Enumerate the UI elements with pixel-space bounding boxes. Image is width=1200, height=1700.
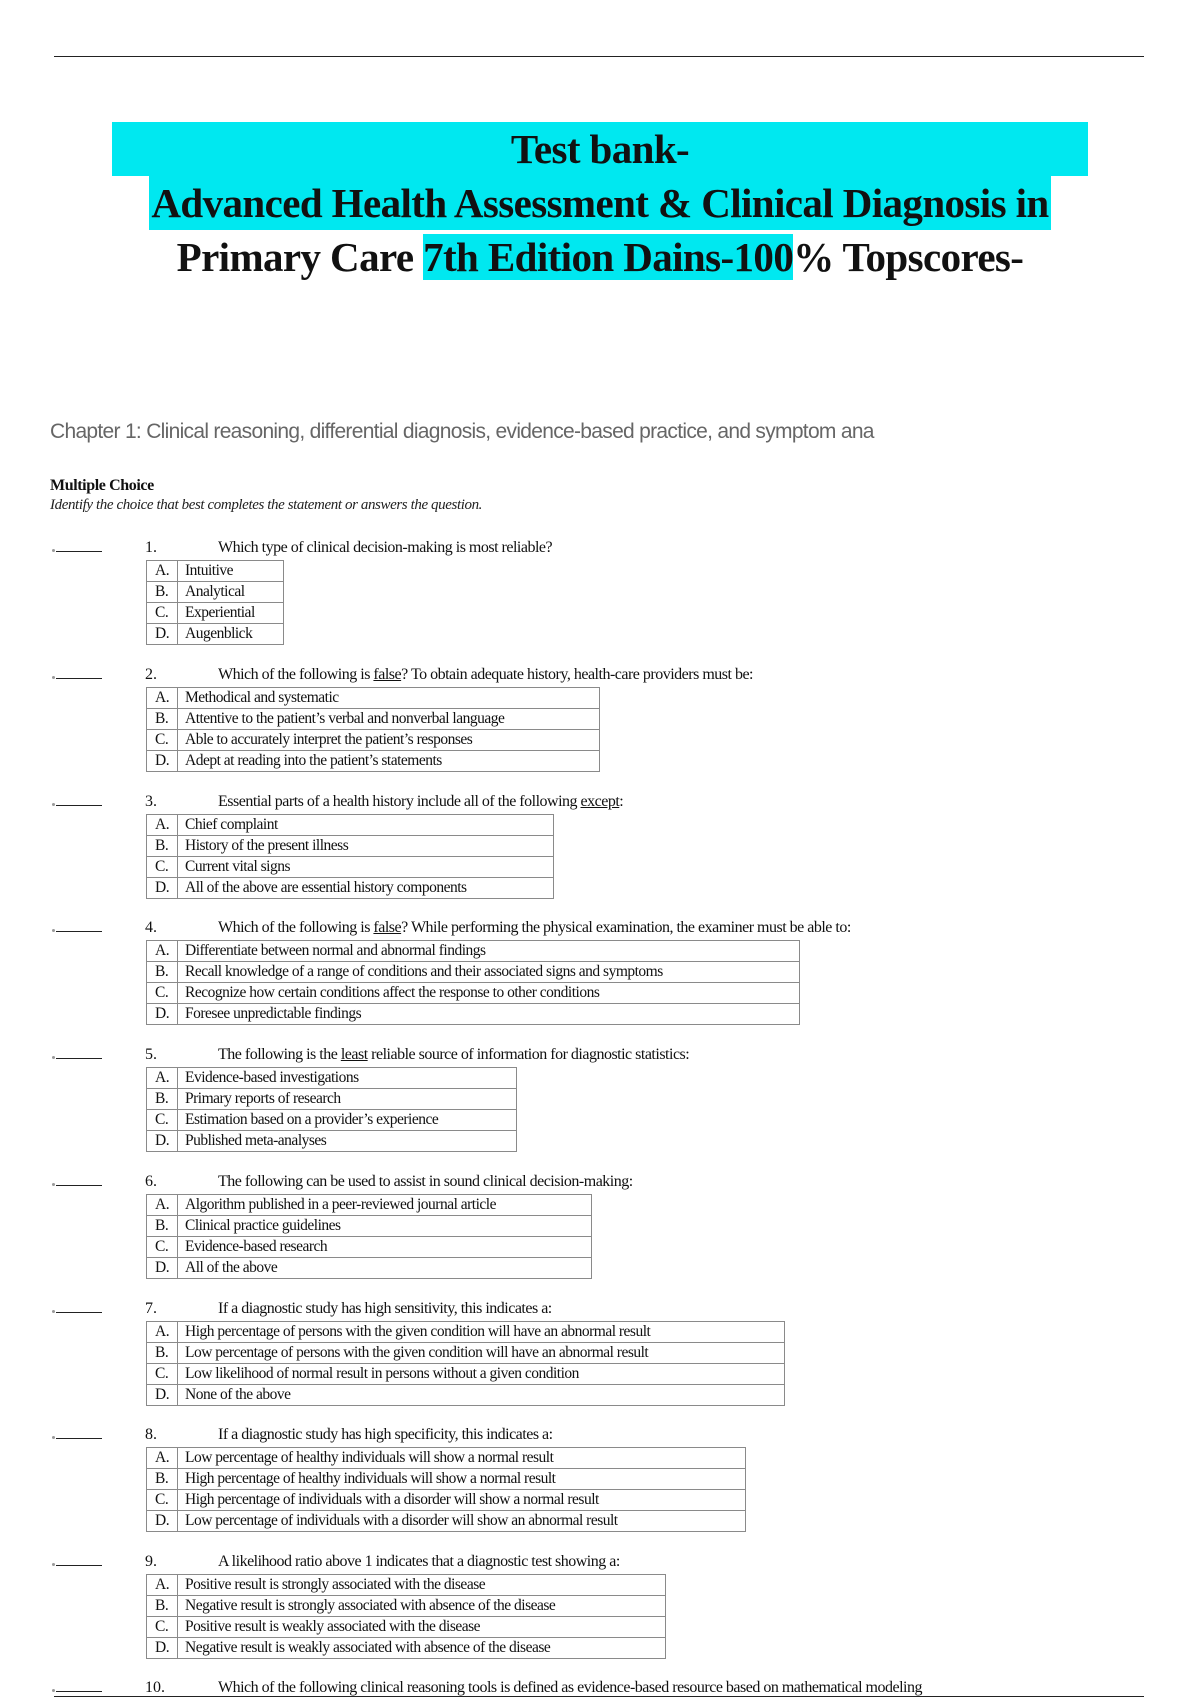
document-title <box>0 122 1200 284</box>
option-text: High percentage of individuals with a disorder will show a normal result <box>178 1490 746 1511</box>
title-text-3-highlight: 7th Edition Dains-100 <box>423 234 794 280</box>
option-text: Low likelihood of normal result in persons without a given condition <box>178 1364 785 1385</box>
question-text-before: Essential parts of a health history include all of the following <box>218 793 581 810</box>
answer-option[interactable] <box>147 688 600 709</box>
option-letter: A. <box>147 1195 178 1216</box>
answer-options <box>146 1194 592 1279</box>
option-text: Algorithm published in a peer-reviewed journal article <box>178 1195 592 1216</box>
option-letter: A. <box>147 561 178 582</box>
question-number: 6. <box>145 1173 157 1190</box>
answer-blank[interactable] <box>56 1185 102 1186</box>
answer-blank-mark <box>52 1310 55 1313</box>
answer-blank-mark <box>52 929 55 932</box>
option-text: All of the above <box>178 1258 592 1279</box>
answer-option[interactable] <box>147 1110 517 1131</box>
question-text <box>218 1173 633 1191</box>
option-text: Adept at reading into the patient’s statements <box>178 751 600 772</box>
option-text: Negative result is strongly associated with absence of the disease <box>178 1596 666 1617</box>
option-text: Attentive to the patient’s verbal and nonverbal language <box>178 709 600 730</box>
option-letter: A. <box>147 1448 178 1469</box>
option-text: Published meta-analyses <box>178 1131 517 1152</box>
question-text <box>218 1046 689 1064</box>
question-text-after: ? While performing the physical examination, the examiner must be able to: <box>401 919 851 936</box>
answer-option[interactable] <box>147 941 800 962</box>
option-text: Positive result is weakly associated with the disease <box>178 1617 666 1638</box>
option-text: Recognize how certain conditions affect the response to other conditions <box>178 983 800 1004</box>
answer-option[interactable] <box>147 709 600 730</box>
question-text-before: If a diagnostic study has high specificity, this indicates a: <box>218 1426 553 1443</box>
option-letter: D. <box>147 1511 178 1532</box>
option-text: Methodical and systematic <box>178 688 600 709</box>
answer-options <box>146 1447 746 1532</box>
option-text: Clinical practice guidelines <box>178 1216 592 1237</box>
question-number: 1. <box>145 539 157 556</box>
question-number: 10. <box>145 1679 165 1696</box>
question-number: 7. <box>145 1300 157 1317</box>
answer-option[interactable] <box>147 1258 592 1279</box>
answer-option[interactable] <box>147 730 600 751</box>
option-letter: D. <box>147 624 178 645</box>
answer-blank[interactable] <box>56 1691 102 1692</box>
question-text-before: A likelihood ratio above 1 indicates that a diagnostic test showing a: <box>218 1553 620 1570</box>
option-letter: B. <box>147 962 178 983</box>
question-text-before: Which of the following is <box>218 919 374 936</box>
option-text: Recall knowledge of a range of conditions and their associated signs and symptoms <box>178 962 800 983</box>
answer-blank-mark <box>52 1689 55 1692</box>
question-emphasis: except <box>580 793 620 810</box>
answer-option[interactable] <box>147 836 554 857</box>
option-text: Intuitive <box>178 561 284 582</box>
option-text: Low percentage of individuals with a disorder will show an abnormal result <box>178 1511 746 1532</box>
answer-option[interactable] <box>147 1195 592 1216</box>
option-letter: D. <box>147 1131 178 1152</box>
answer-options <box>146 1574 666 1659</box>
answer-option[interactable] <box>147 983 800 1004</box>
answer-option[interactable] <box>147 1490 746 1511</box>
title-text-3a: Primary Care <box>176 234 424 280</box>
title-text-2: Advanced Health Assessment & Clinical Diagnosis in <box>151 180 1049 226</box>
option-letter: D. <box>147 751 178 772</box>
answer-option[interactable] <box>147 1068 517 1089</box>
question-text <box>218 1300 552 1318</box>
option-letter: C. <box>147 1237 178 1258</box>
question-text <box>218 539 552 557</box>
option-text: Negative result is weakly associated with absence of the disease <box>178 1638 666 1659</box>
answer-option[interactable] <box>147 1322 785 1343</box>
option-text: Evidence-based research <box>178 1237 592 1258</box>
option-letter: B. <box>147 709 178 730</box>
option-letter: B. <box>147 1089 178 1110</box>
question-text-before: Which of the following is <box>218 666 374 683</box>
question-number: 9. <box>145 1553 157 1570</box>
question-text-after: ? To obtain adequate history, health-care providers must be: <box>401 666 753 683</box>
question-number: 5. <box>145 1046 157 1063</box>
option-letter: D. <box>147 878 178 899</box>
answer-blank-mark <box>52 1436 55 1439</box>
option-text: Chief complaint <box>178 815 554 836</box>
question-text-before: If a diagnostic study has high sensitivity, this indicates a: <box>218 1300 552 1317</box>
answer-option[interactable] <box>147 624 284 645</box>
option-letter: D. <box>147 1385 178 1406</box>
option-letter: C. <box>147 1364 178 1385</box>
answer-blank[interactable] <box>56 805 102 806</box>
option-text: High percentage of persons with the given condition will have an abnormal result <box>178 1322 785 1343</box>
option-text: Able to accurately interpret the patient’s responses <box>178 730 600 751</box>
option-text: Experiential <box>178 603 284 624</box>
option-text: All of the above are essential history components <box>178 878 554 899</box>
question-text-before: The following is the <box>218 1046 341 1063</box>
question-text <box>218 1679 922 1697</box>
answer-option[interactable] <box>147 1004 800 1025</box>
question-text-after: reliable source of information for diagnostic statistics: <box>367 1046 690 1063</box>
answer-options <box>146 687 600 772</box>
answer-blank-mark <box>52 549 55 552</box>
bottom-rule <box>54 1696 1144 1697</box>
option-text: Estimation based on a provider’s experience <box>178 1110 517 1131</box>
question-text-before: The following can be used to assist in sound clinical decision-making: <box>218 1173 633 1190</box>
option-text: Low percentage of healthy individuals will show a normal result <box>178 1448 746 1469</box>
answer-option[interactable] <box>147 1089 517 1110</box>
option-text: High percentage of healthy individuals will show a normal result <box>178 1469 746 1490</box>
option-letter: D. <box>147 1638 178 1659</box>
question-number: 8. <box>145 1426 157 1443</box>
option-letter: B. <box>147 1343 178 1364</box>
answer-option[interactable] <box>147 1638 666 1659</box>
option-text: History of the present illness <box>178 836 554 857</box>
answer-blank-mark <box>52 1563 55 1566</box>
answer-option[interactable] <box>147 561 284 582</box>
answer-blank[interactable] <box>56 678 102 679</box>
answer-option[interactable] <box>147 878 554 899</box>
option-letter: B. <box>147 1469 178 1490</box>
answer-option[interactable] <box>147 1448 746 1469</box>
answer-option[interactable] <box>147 1364 785 1385</box>
option-text: Positive result is strongly associated with the disease <box>178 1575 666 1596</box>
question-text-before: Which type of clinical decision-making is most reliable? <box>218 539 553 556</box>
answer-options <box>146 814 554 899</box>
answer-option[interactable] <box>147 1385 785 1406</box>
answer-option[interactable] <box>147 1469 746 1490</box>
option-letter: A. <box>147 1575 178 1596</box>
option-text: Foresee unpredictable findings <box>178 1004 800 1025</box>
option-letter: C. <box>147 983 178 1004</box>
option-letter: C. <box>147 1110 178 1131</box>
option-letter: A. <box>147 1068 178 1089</box>
option-letter: D. <box>147 1258 178 1279</box>
question-number: 2. <box>145 666 157 683</box>
option-letter: D. <box>147 1004 178 1025</box>
answer-blank[interactable] <box>56 1058 102 1059</box>
answer-option[interactable] <box>147 603 284 624</box>
answer-options <box>146 1067 517 1152</box>
question-emphasis: least <box>340 1046 368 1063</box>
option-text: Analytical <box>178 582 284 603</box>
answer-option[interactable] <box>147 1343 785 1364</box>
top-rule <box>54 56 1144 57</box>
question-text-after: : <box>619 793 624 810</box>
answer-option[interactable] <box>147 1575 666 1596</box>
answer-options <box>146 560 284 645</box>
option-letter: A. <box>147 688 178 709</box>
answer-blank[interactable] <box>56 1312 102 1313</box>
answer-blank-mark <box>52 676 55 679</box>
option-text: Current vital signs <box>178 857 554 878</box>
option-letter: A. <box>147 941 178 962</box>
answer-blank-mark <box>52 803 55 806</box>
answer-option[interactable] <box>147 815 554 836</box>
title-text-1: Test bank- <box>510 126 690 172</box>
answer-blank[interactable] <box>56 931 102 932</box>
answer-option[interactable] <box>147 582 284 603</box>
option-letter: B. <box>147 1596 178 1617</box>
question-text <box>218 1426 553 1444</box>
answer-blank-mark <box>52 1183 55 1186</box>
option-text: Evidence-based investigations <box>178 1068 517 1089</box>
title-text-3b: % Topscores- <box>793 234 1024 280</box>
option-letter: C. <box>147 1490 178 1511</box>
answer-blank[interactable] <box>56 1565 102 1566</box>
option-letter: C. <box>147 603 178 624</box>
option-text: Augenblick <box>178 624 284 645</box>
option-letter: A. <box>147 815 178 836</box>
title-line-3 <box>0 230 1200 284</box>
title-highlight-1 <box>112 122 1088 176</box>
answer-blank[interactable] <box>56 551 102 552</box>
answer-option[interactable] <box>147 857 554 878</box>
option-letter: B. <box>147 836 178 857</box>
question-text <box>218 666 753 684</box>
option-letter: A. <box>147 1322 178 1343</box>
option-letter: C. <box>147 1617 178 1638</box>
title-line-1 <box>0 122 1200 176</box>
option-letter: B. <box>147 1216 178 1237</box>
question-text <box>218 793 623 811</box>
answer-option[interactable] <box>147 962 800 983</box>
option-text: Low percentage of persons with the given condition will have an abnormal result <box>178 1343 785 1364</box>
answer-option[interactable] <box>147 1596 666 1617</box>
answer-option[interactable] <box>147 1237 592 1258</box>
answer-options <box>146 940 800 1025</box>
question-text <box>218 919 851 937</box>
question-text-before: Which of the following clinical reasoning tools is defined as evidence-based resource based on mathematical modeling <box>218 1679 922 1696</box>
question-number: 3. <box>145 793 157 810</box>
answer-option[interactable] <box>147 751 600 772</box>
question-emphasis: false <box>373 919 402 936</box>
answer-blank-mark <box>52 1056 55 1059</box>
question-emphasis: false <box>373 666 402 683</box>
section-heading: Multiple Choice <box>50 477 154 494</box>
answer-option[interactable] <box>147 1216 592 1237</box>
option-text: None of the above <box>178 1385 785 1406</box>
answer-blank[interactable] <box>56 1438 102 1439</box>
option-text: Differentiate between normal and abnormal findings <box>178 941 800 962</box>
option-text: Primary reports of research <box>178 1089 517 1110</box>
answer-option[interactable] <box>147 1131 517 1152</box>
option-letter: C. <box>147 730 178 751</box>
question-text <box>218 1553 620 1571</box>
title-line-2 <box>0 176 1200 230</box>
section-instructions: Identify the choice that best completes the statement or answers the question. <box>50 497 483 513</box>
option-letter: C. <box>147 857 178 878</box>
option-letter: B. <box>147 582 178 603</box>
title-highlight-2 <box>149 176 1050 230</box>
answer-options <box>146 1321 785 1406</box>
answer-option[interactable] <box>147 1617 666 1638</box>
answer-option[interactable] <box>147 1511 746 1532</box>
question-number: 4. <box>145 919 157 936</box>
chapter-heading: Chapter 1: Clinical reasoning, differential diagnosis, evidence-based practice, and symptom ana <box>50 420 874 443</box>
